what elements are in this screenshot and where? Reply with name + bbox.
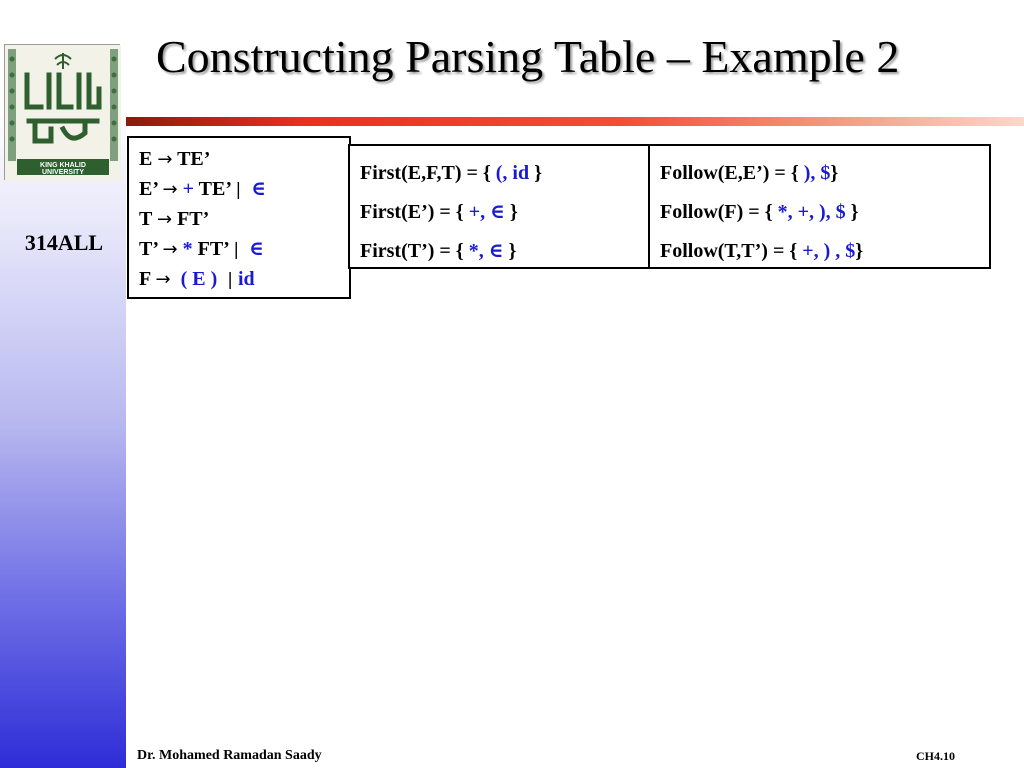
production-symbol: ∈ (239, 238, 264, 260)
grammar-box (127, 136, 351, 299)
first-set-close: } (504, 201, 518, 223)
title-underline (126, 117, 1024, 126)
first-set-items: +, ∈ (468, 201, 505, 223)
first-set-close: } (529, 162, 542, 184)
production-rule (139, 144, 349, 174)
follow-set (660, 154, 989, 193)
footer-author: Dr. Mohamed Ramadan Saady (137, 748, 322, 763)
first-set (360, 154, 648, 193)
production-symbol: * (182, 238, 193, 260)
first-set-items: *, ∈ (468, 240, 504, 262)
follow-set-close: } (830, 162, 839, 184)
production-lhs: T (139, 208, 157, 230)
footer-page-number: CH4.10 (916, 749, 955, 763)
follow-set-items: +, ) , $ (802, 240, 856, 262)
alternative-bar: | (233, 240, 240, 260)
production-lhs: E’ (139, 178, 163, 200)
university-logo (4, 44, 120, 180)
alternative-bar: | (227, 270, 233, 290)
production-lhs: E (139, 148, 158, 170)
logo-emblem-icon (5, 45, 121, 181)
arrow-icon: → (155, 269, 171, 290)
follow-set-close: } (845, 201, 859, 223)
alternative-bar: | (235, 180, 242, 200)
production-symbol: TE’ (177, 148, 211, 170)
production-symbol: ( E ) (175, 268, 218, 290)
production-symbol: TE’ (194, 178, 236, 200)
first-follow-table (348, 144, 991, 269)
first-set (360, 193, 648, 232)
production-rule (139, 264, 349, 294)
first-sets-column (350, 146, 650, 267)
slide-title: Constructing Parsing Table – Example 2 (156, 31, 900, 82)
production-symbol: ∈ (241, 178, 267, 200)
first-set-label: First(T’) = { (360, 240, 469, 262)
follow-set-label: Follow(T,T’) = { (660, 240, 803, 262)
first-set-items: (, id (495, 162, 530, 184)
arrow-icon: → (156, 209, 173, 230)
production-rule (139, 204, 349, 234)
first-set (360, 232, 648, 271)
follow-set-label: Follow(F) = { (660, 201, 778, 223)
production-symbol: id (232, 268, 255, 290)
production-symbol: FT’ (192, 238, 234, 260)
follow-set (660, 193, 989, 232)
follow-set-items: *, +, ), $ (777, 201, 846, 223)
first-set-label: First(E’) = { (360, 201, 469, 223)
production-lhs: F (139, 268, 156, 290)
production-rule (139, 234, 349, 264)
course-code: 314ALL (24, 230, 104, 255)
first-set-close: } (503, 240, 517, 262)
arrow-icon: → (157, 149, 173, 170)
follow-set (660, 232, 989, 271)
first-set-label: First(E,F,T) = { (360, 162, 496, 184)
production-symbol (217, 268, 227, 290)
logo-caption: KING KHALID UNIVERSITY (40, 162, 86, 176)
production-symbol: + (182, 178, 195, 200)
production-lhs: T’ (139, 238, 163, 260)
arrow-icon: → (162, 239, 178, 260)
follow-sets-column (650, 146, 989, 267)
follow-set-label: Follow(E,E’) = { (660, 162, 804, 184)
production-symbol: FT’ (177, 208, 210, 230)
follow-set-items: ), $ (803, 162, 831, 184)
arrow-icon: → (162, 179, 178, 200)
follow-set-close: } (855, 240, 864, 262)
production-rule (139, 174, 349, 204)
